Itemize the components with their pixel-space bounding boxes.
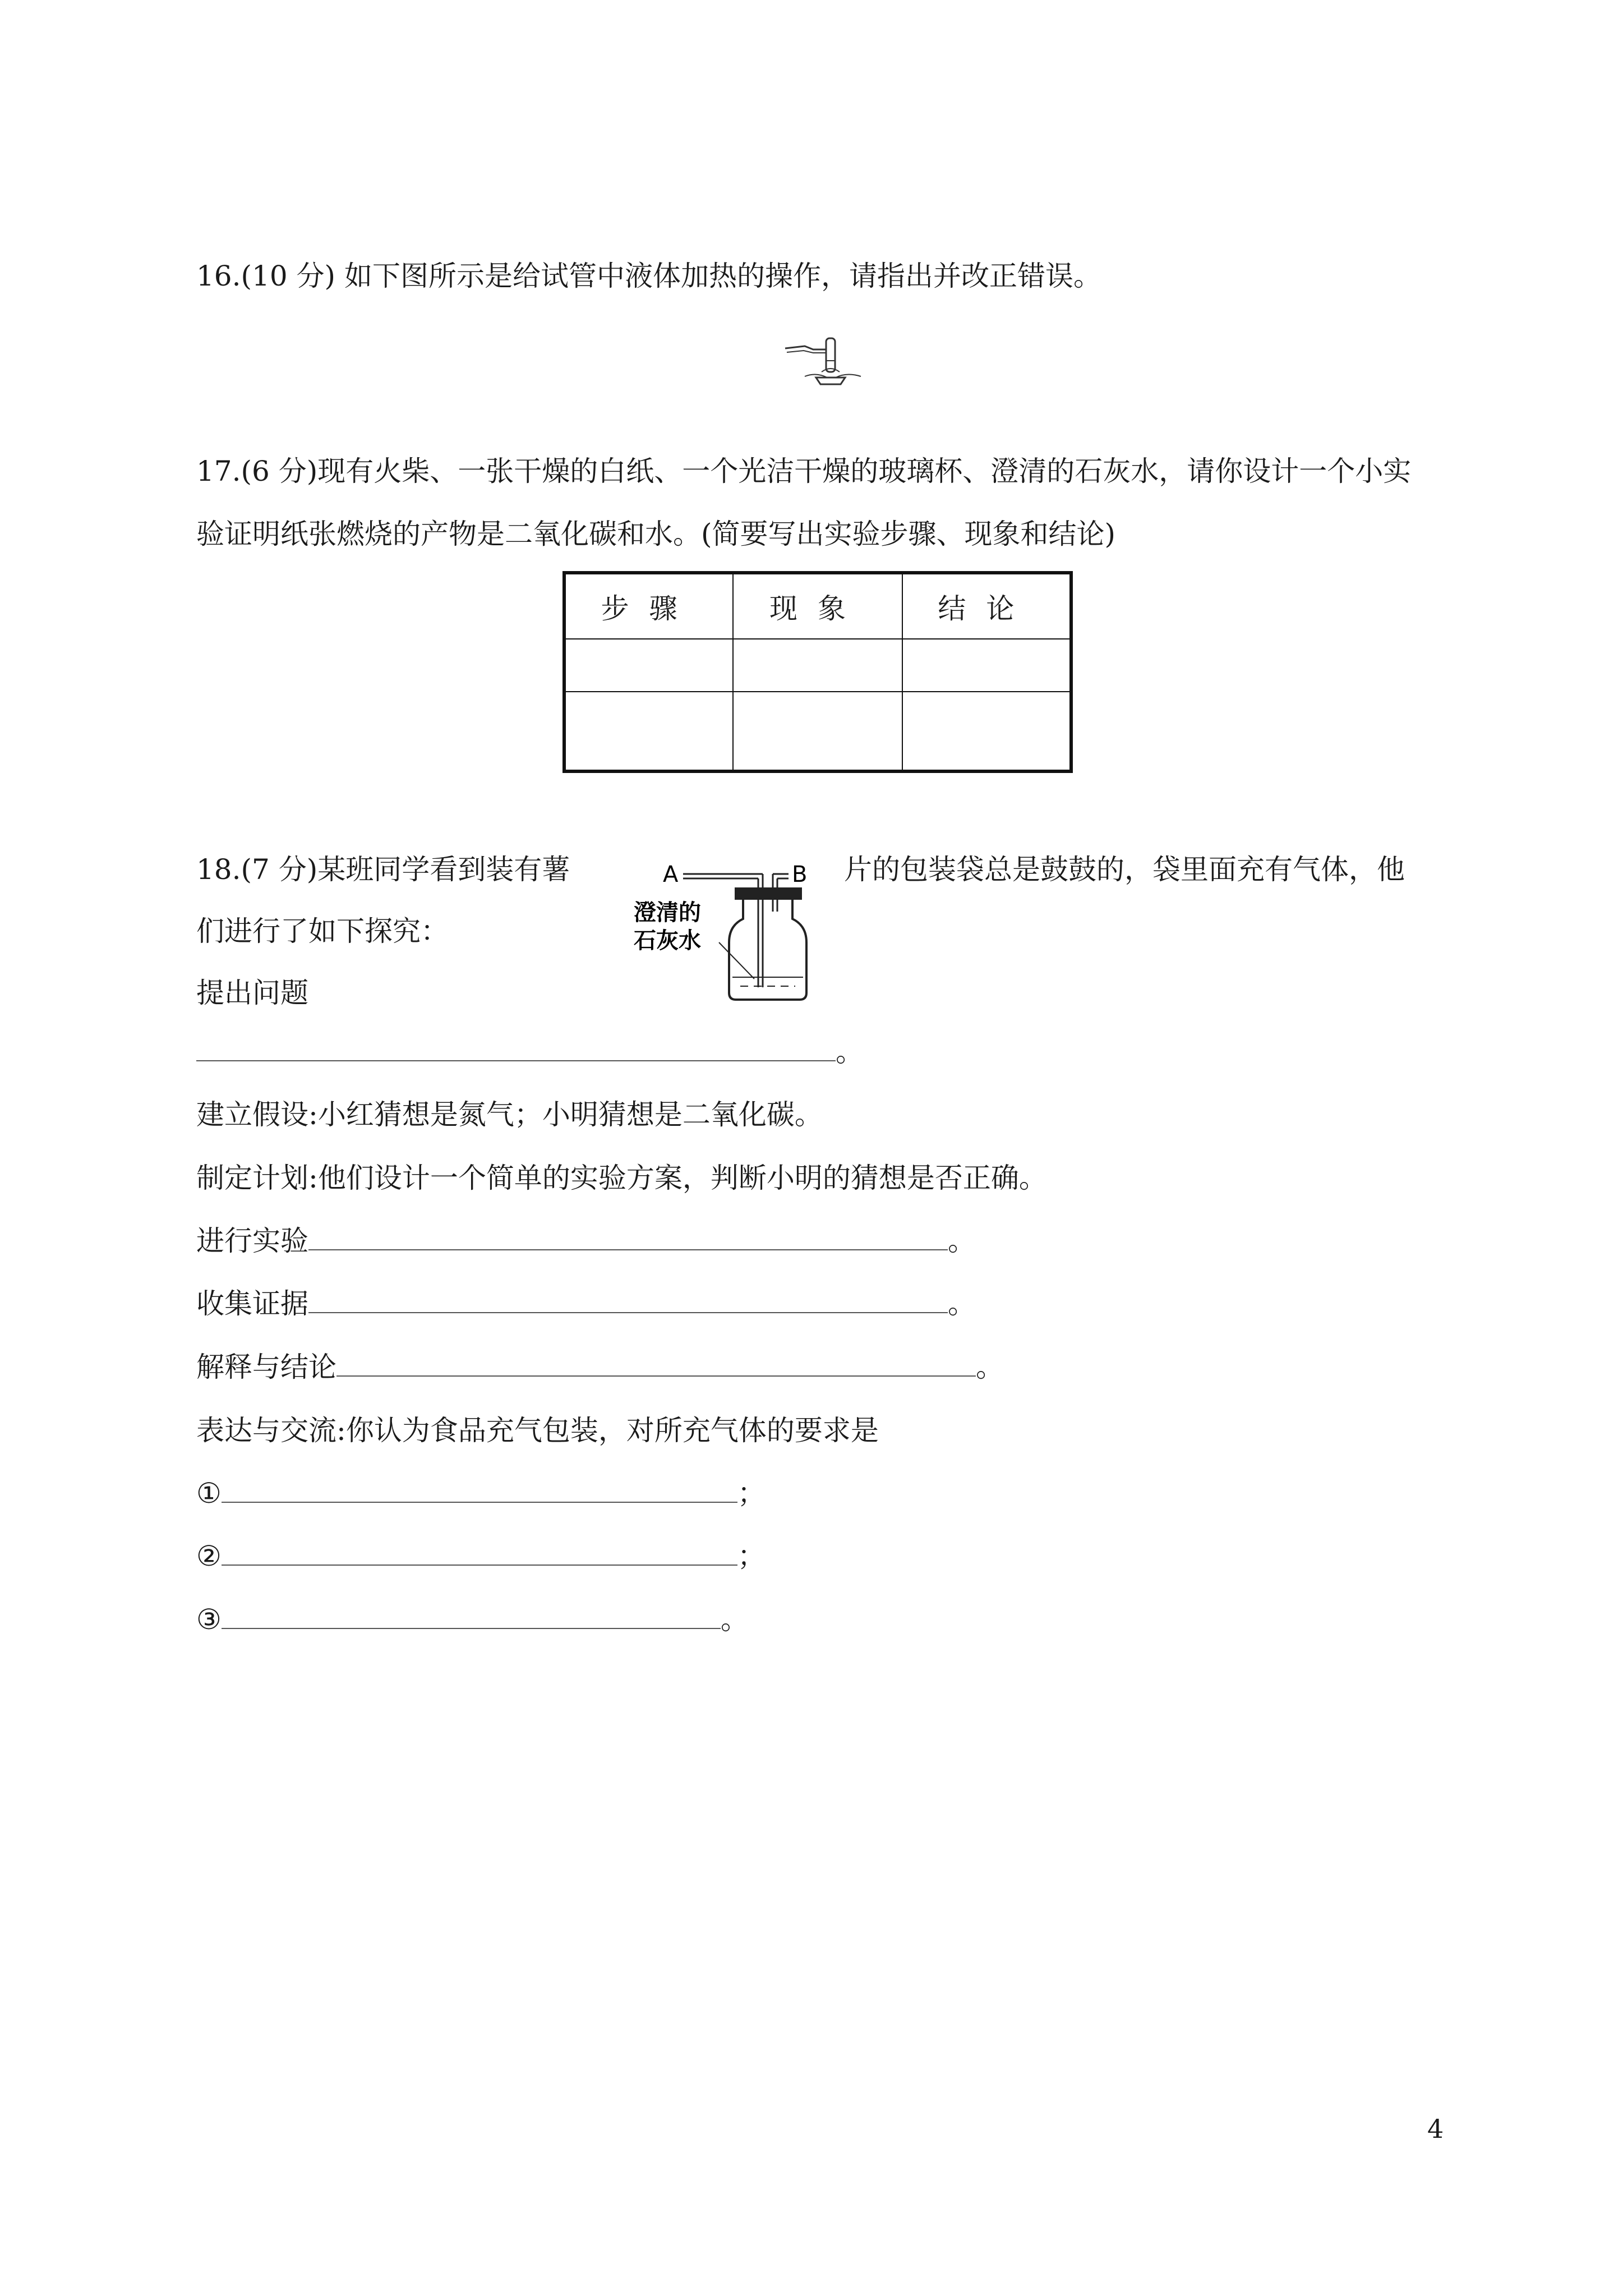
req2-marker: ② bbox=[196, 1540, 222, 1572]
experiment-table bbox=[562, 571, 1073, 773]
q18-ask: 提出问题 bbox=[196, 977, 308, 1009]
req3-blank[interactable] bbox=[222, 1602, 721, 1629]
page-number: 4 bbox=[1427, 2114, 1444, 2144]
table-cell[interactable] bbox=[564, 639, 733, 692]
table-cell[interactable] bbox=[733, 639, 902, 692]
gas-wash-bottle-figure bbox=[634, 853, 819, 1004]
req2-semicolon: ； bbox=[737, 1540, 766, 1572]
liquid-label-line1: 澄清的 bbox=[634, 900, 701, 926]
conclusion-line bbox=[196, 1349, 1004, 1385]
table-row bbox=[564, 639, 1071, 692]
conclusion-blank[interactable] bbox=[336, 1350, 976, 1377]
q18-hypothesis: 建立假设:小红猜想是氮气；小明猜想是二氧化碳。 bbox=[196, 1098, 823, 1131]
test-tube-heating-figure bbox=[782, 333, 866, 386]
evidence-label: 收集证据 bbox=[196, 1287, 308, 1320]
label-b: B bbox=[792, 862, 808, 887]
experiment-label: 进行实验 bbox=[196, 1225, 308, 1257]
req1-semicolon: ； bbox=[737, 1477, 766, 1510]
ask-period: 。 bbox=[836, 1036, 864, 1068]
q18-line1-left: 18.(7 分)某班同学看到装有薯 bbox=[196, 853, 570, 886]
liquid-label-line2: 石灰水 bbox=[634, 928, 701, 954]
table-cell[interactable] bbox=[902, 639, 1071, 692]
table-cell[interactable] bbox=[564, 692, 733, 771]
q18-plan: 制定计划:他们设计一个简单的实验方案，判断小明的猜想是否正确。 bbox=[196, 1162, 1047, 1194]
header-conclusion: 结论 bbox=[902, 573, 1071, 639]
req3-period: 。 bbox=[720, 1603, 749, 1636]
experiment-line bbox=[196, 1223, 976, 1259]
requirement-1-line bbox=[196, 1475, 766, 1511]
evidence-line bbox=[196, 1286, 976, 1322]
table-cell[interactable] bbox=[733, 692, 902, 771]
req2-blank[interactable] bbox=[222, 1539, 737, 1566]
conclusion-label: 解释与结论 bbox=[196, 1351, 336, 1383]
requirement-2-line bbox=[196, 1538, 766, 1574]
req3-marker: ③ bbox=[196, 1603, 222, 1636]
conclusion-period: 。 bbox=[976, 1351, 1004, 1383]
req1-marker: ① bbox=[196, 1477, 222, 1510]
requirement-3-line bbox=[196, 1602, 749, 1637]
header-phenomenon: 现象 bbox=[733, 573, 902, 639]
q18-line2: 们进行了如下探究： bbox=[196, 915, 449, 947]
experiment-period: 。 bbox=[948, 1225, 976, 1257]
table-row bbox=[564, 692, 1071, 771]
evidence-blank[interactable] bbox=[308, 1286, 948, 1313]
evidence-period: 。 bbox=[948, 1287, 976, 1320]
table-header-row bbox=[564, 573, 1071, 639]
experiment-blank[interactable] bbox=[308, 1223, 948, 1250]
req1-blank[interactable] bbox=[222, 1476, 737, 1503]
q17-line1: 17.(6 分)现有火柴、一张干燥的白纸、一个光洁干燥的玻璃杯、澄清的石灰水，请你设计一个小实 bbox=[196, 455, 1412, 487]
label-a: A bbox=[663, 862, 679, 887]
table-cell[interactable] bbox=[902, 692, 1071, 771]
q16-text: 16.(10 分) 如下图所示是给试管中液体加热的操作，请指出并改正错误。 bbox=[196, 260, 1101, 292]
q18-express: 表达与交流:你认为食品充气包装，对所充气体的要求是 bbox=[196, 1414, 879, 1447]
ask-blank[interactable] bbox=[196, 1034, 836, 1061]
q17-line2: 验证明纸张燃烧的产物是二氧化碳和水。(简要写出实验步骤、现象和结论) bbox=[196, 518, 1116, 550]
ask-answer-line bbox=[196, 1034, 864, 1070]
header-steps: 步骤 bbox=[564, 573, 733, 639]
q18-line1-right: 片的包装袋总是鼓鼓的，袋里面充有气体，他 bbox=[844, 853, 1405, 886]
